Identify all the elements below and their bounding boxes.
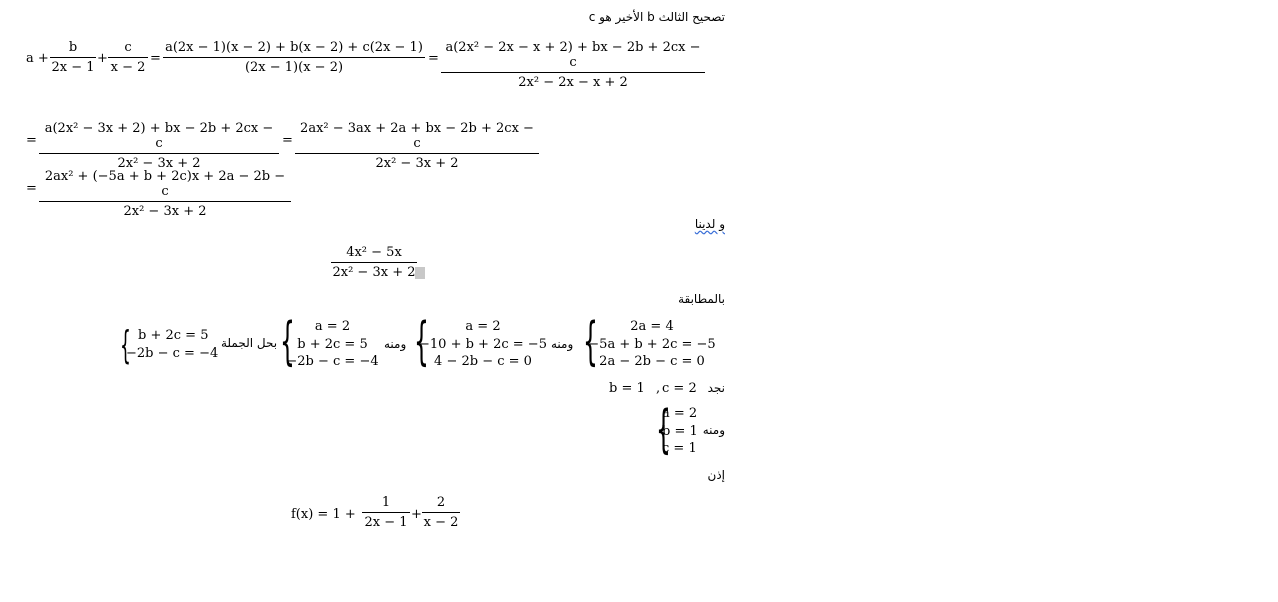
line1-eq2: =	[428, 51, 439, 66]
line2-eq2: =	[282, 133, 293, 148]
final-hence-text: ومنه	[702, 423, 725, 437]
by-identification-text: بالمطابقة	[678, 292, 725, 306]
line1-eq1: =	[150, 51, 161, 66]
line3-frac	[39, 169, 291, 219]
line1-frac-b	[50, 40, 96, 75]
result-frac-2-num: 2	[422, 495, 460, 513]
line1-frac-c-num: c	[108, 40, 148, 58]
then-text: إذن	[707, 468, 725, 482]
line3-frac-den: 2x² − 3x + 2	[123, 204, 207, 219]
line1-frac-rhs-num: a(2x² − 2x − x + 2) + bx − 2b + 2cx − c	[441, 40, 705, 73]
line1-lhs-a: a +	[26, 51, 49, 66]
find-sep: ,	[656, 381, 661, 396]
hence1-text: ومنه	[551, 337, 574, 351]
system1-eq1: 2a = 4	[630, 319, 674, 334]
line1-plus: +	[97, 51, 108, 66]
find-label: نجد	[707, 381, 725, 395]
line3-eq1: =	[26, 181, 37, 196]
system2-eq3: 4 − 2b − c = 0	[434, 354, 532, 369]
line1-frac-mid-num: a(2x − 1)(x − 2) + b(x − 2) + c(2x − 1)	[163, 40, 425, 58]
line2-frac-2	[295, 121, 539, 171]
result-frac-2-den: x − 2	[423, 515, 459, 530]
system2-brace-icon: {	[414, 312, 429, 372]
system4-eq1: b + 2c = 5	[138, 328, 209, 343]
system1-eq2: −5a + b + 2c = −5	[588, 336, 716, 352]
system2-eq2: −10 + b + 2c = −5	[419, 336, 547, 352]
line1-frac-rhs-den: 2x² − 2x − x + 2	[518, 75, 628, 90]
line3-frac-num: 2ax² + (−5a + b + 2c)x + 2a − 2b − c	[39, 169, 291, 202]
line2-frac-2-num: 2ax² − 3ax + 2a + bx − 2b + 2cx − c	[295, 121, 539, 154]
system4	[126, 327, 221, 362]
final-system-b: b = 1	[662, 423, 698, 439]
system3	[285, 318, 380, 371]
line1-frac-c	[108, 40, 148, 75]
find-b: b = 1	[609, 381, 645, 396]
find-c: c = 2	[662, 381, 697, 396]
final-system-c: c = 1	[662, 441, 697, 456]
system3-eq2: b + 2c = 5	[297, 336, 368, 352]
final-system-brace-icon: {	[656, 400, 671, 460]
result-plus: +	[411, 507, 422, 522]
text-cursor-marker	[415, 267, 425, 279]
line1-frac-b-num: b	[50, 40, 96, 58]
result-lhs: f(x) = 1 +	[291, 507, 356, 522]
given-frac-den: 2x² − 3x + 2	[332, 265, 416, 280]
result-frac-1	[362, 495, 410, 530]
system2-eq1: a = 2	[465, 319, 501, 334]
hence2-text: ومنه	[384, 337, 407, 351]
system3-eq1: a = 2	[314, 319, 351, 334]
line2-frac-1-den: 2x² − 3x + 2	[117, 156, 201, 171]
system4-eq2: −2b − c = −4	[126, 345, 219, 361]
line2-frac-1	[39, 121, 279, 171]
line2-eq1: =	[26, 133, 37, 148]
solve-label-text: بحل الجملة	[221, 336, 278, 350]
line1-frac-b-den: 2x − 1	[51, 60, 95, 75]
given-frac	[331, 245, 417, 280]
system3-eq3: −2b − c = −4	[286, 354, 379, 369]
system2	[419, 318, 547, 371]
heading-text: تصحيح الثالث b الأخير هو c	[588, 10, 725, 24]
given-frac-num: 4x² − 5x	[331, 245, 417, 263]
result-frac-1-den: 2x − 1	[364, 515, 408, 530]
we-have-text: و لدينا	[694, 217, 725, 231]
line1-frac-mid	[163, 40, 425, 75]
line2-frac-2-den: 2x² − 3x + 2	[375, 156, 459, 171]
line1-frac-c-den: x − 2	[110, 60, 146, 75]
system3-brace-icon: {	[280, 312, 295, 372]
system1	[588, 318, 716, 371]
result-frac-1-num: 1	[362, 495, 410, 513]
line1-frac-rhs	[441, 40, 705, 90]
system1-eq3: 2a − 2b − c = 0	[599, 354, 705, 369]
line2-frac-1-num: a(2x² − 3x + 2) + bx − 2b + 2cx − c	[39, 121, 279, 154]
result-frac-2	[422, 495, 460, 530]
system1-brace-icon: {	[583, 312, 598, 372]
final-system-a: a = 2	[662, 406, 698, 421]
line1-frac-mid-den: (2x − 1)(x − 2)	[244, 60, 344, 75]
final-system	[662, 405, 707, 458]
system4-brace-icon: {	[120, 323, 131, 367]
